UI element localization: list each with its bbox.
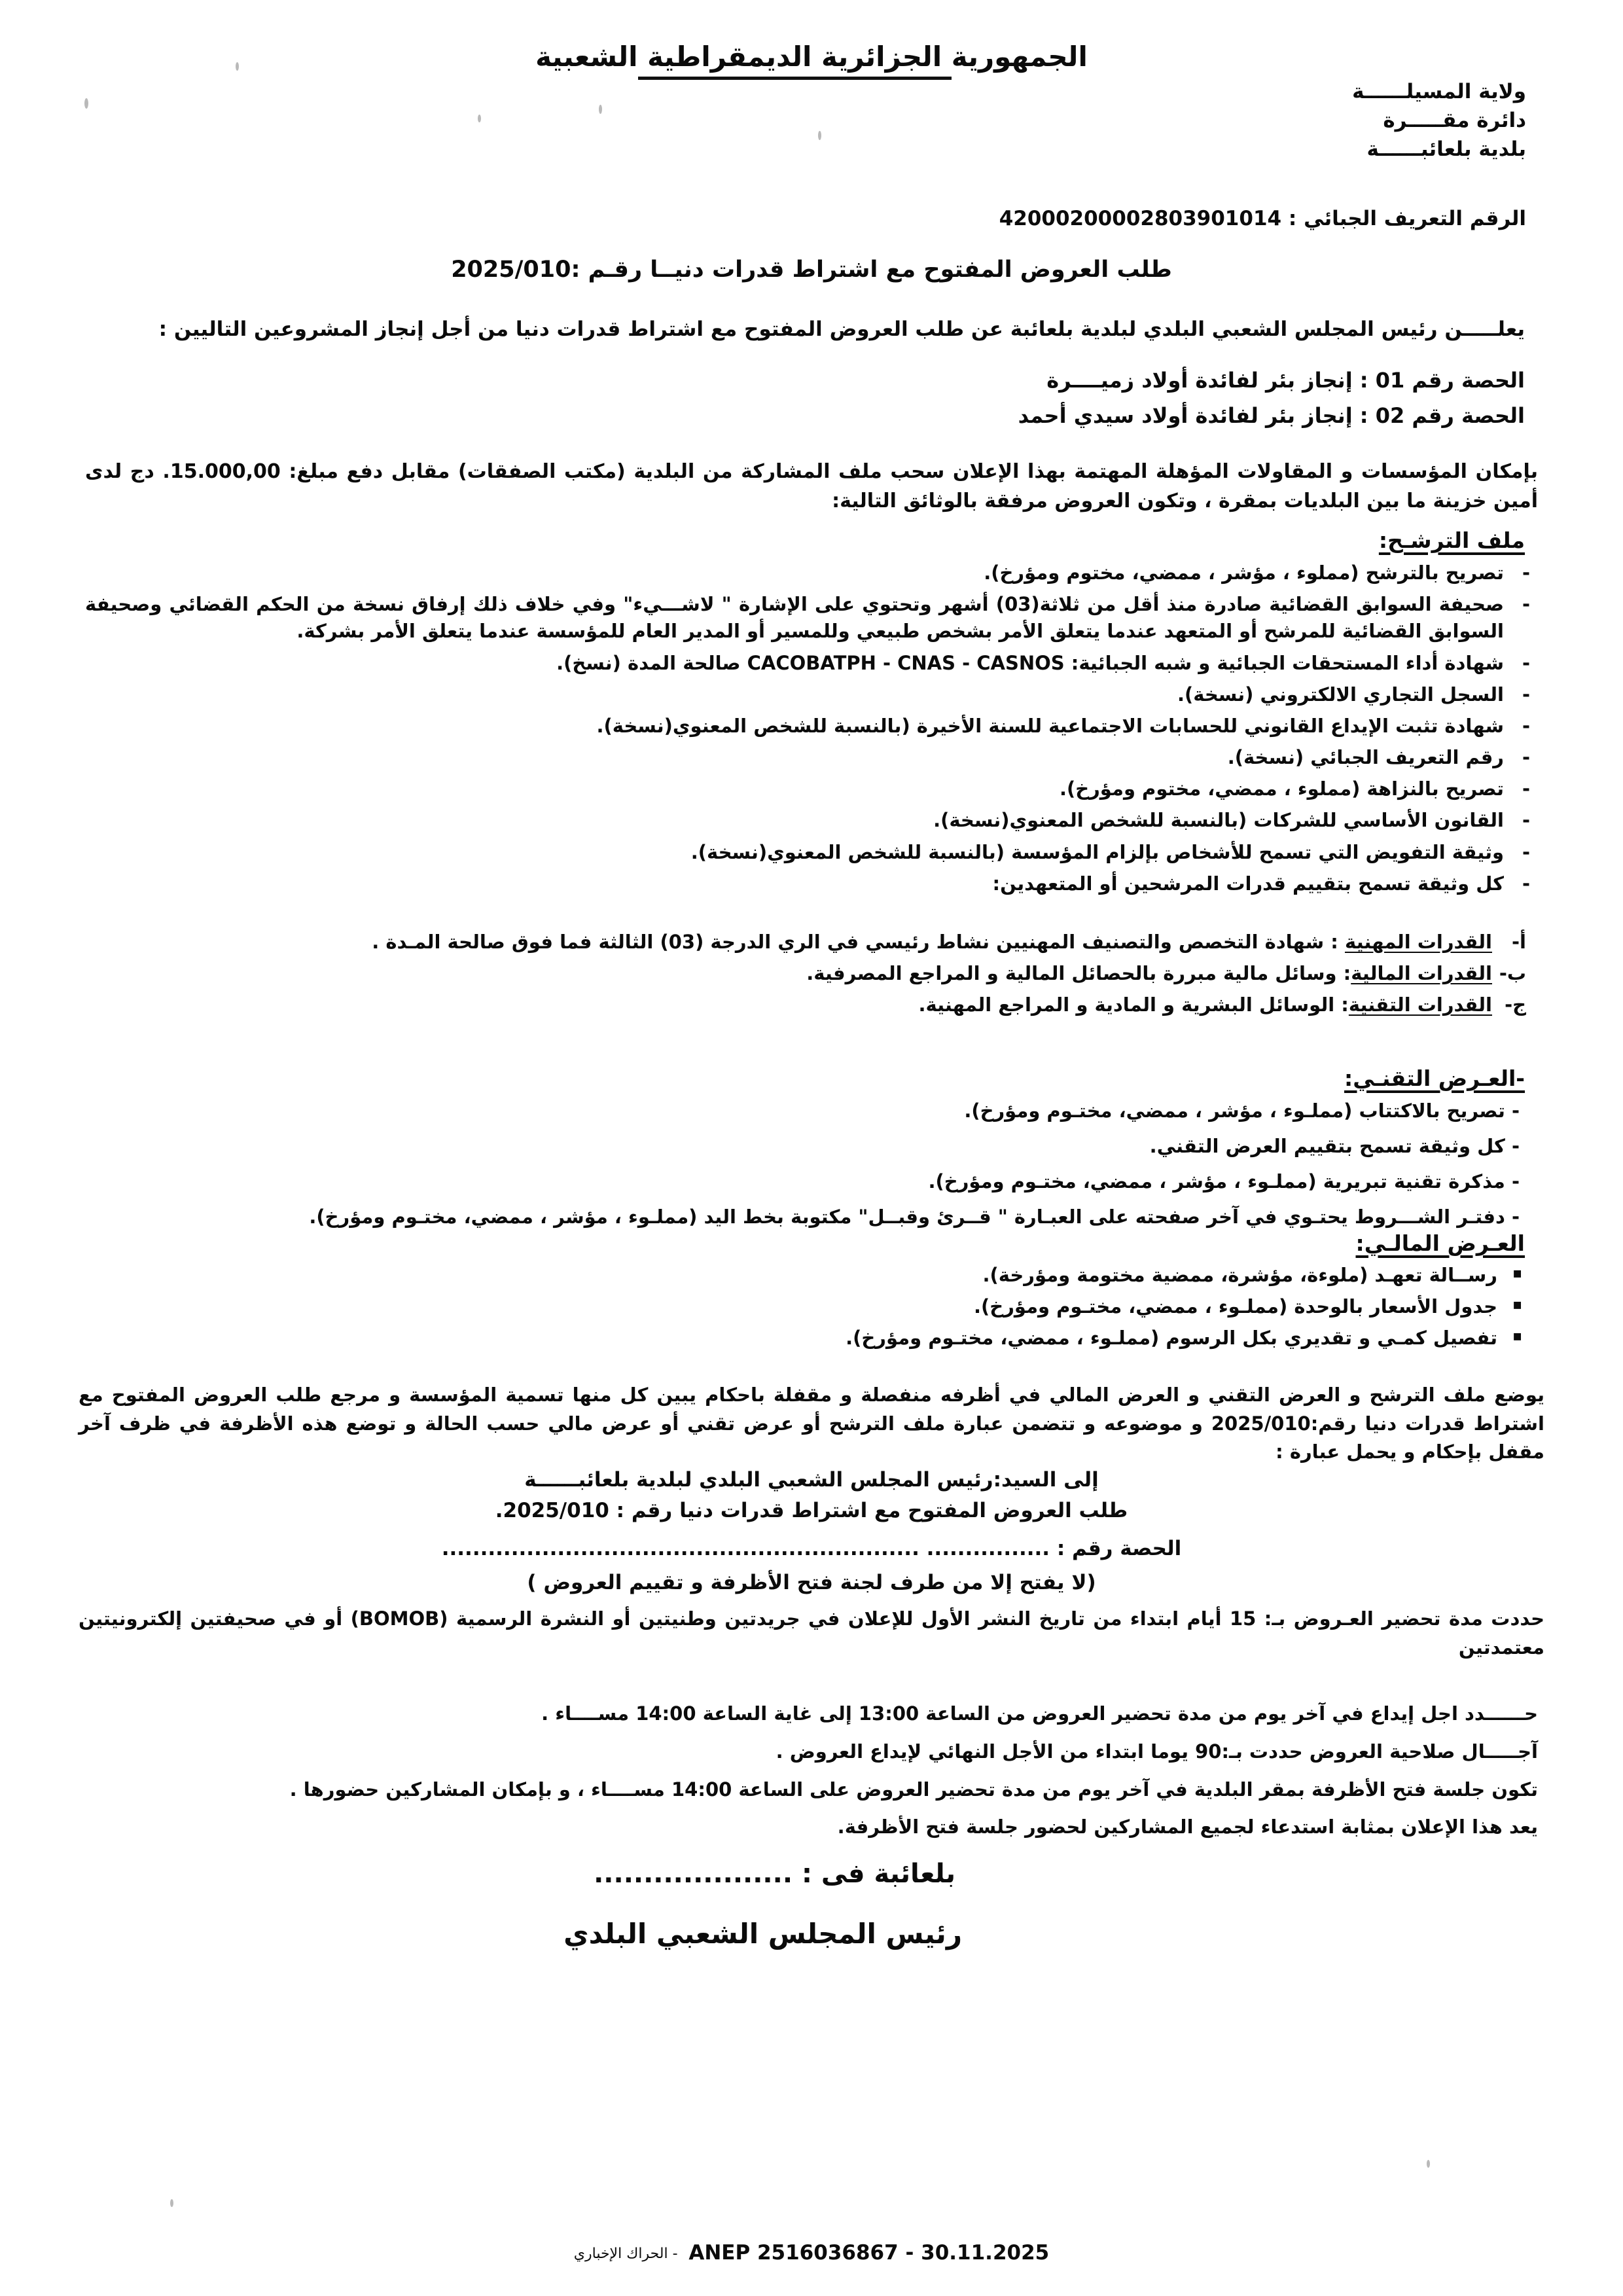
lot-text: إنجاز بئر لفائدة أولاد سيدي أحمد [1018,403,1353,428]
invitation-note-line: يعد هذا الإعلان بمثابة استدعاء لجميع المشاركين لحضور جلسة فتح الأظرفة. [837,1816,1538,1839]
tax-id-label: الرقم التعريف الجبائي : [1288,207,1526,230]
preparation-deadline-paragraph: حددت مدة تحضير العـروض بـ: 15 أيام ابتداء من تاريخ النشر الأول للإعلان في جريدتين وطنيتين أو النشرة الرسمية (BOMOB) أو في صحيفتين إلكترونيتين معتمدتين [79,1607,1544,1659]
dotted-fill: .............................................................. [441,1537,919,1560]
list-item: - تصريح بالترشح (مملوء ، مؤشر ، ممضي، مختوم ومؤرخ). [85,560,1544,586]
list-item: - كل وثيقة تسمح بتقييم العرض التقني. [1149,1135,1520,1158]
republic-heading [0,41,1623,79]
republic-title-start: الجمهورية [951,41,1088,73]
opening-session-line: تكون جلسة فتح الأظرفة بمقر البلدية في آخر يوم من مدة تحضير العروض على الساعة 14:00 مســــاء ، و بإمكان المشاركين حضورها . [289,1778,1538,1801]
scan-speck [478,115,481,122]
list-item: ▪ رســالة تعهـد (ملوءة، مؤشرة، ممضية مختومة ومؤرخة). [98,1262,1538,1289]
capability-marker: ج- [1505,994,1526,1016]
footer-source: - الحراك الإخباري [573,2246,678,2262]
wilaya-line: ولاية المسيلــــــة [1352,80,1526,103]
capability-marker: أ- [1512,931,1526,953]
list-item: - مذكرة تقنية تبريرية (مملـوء ، مؤشر ، ممضي، مختـوم ومؤرخ). [928,1170,1520,1193]
offer-validity-line: آجـــــال صلاحية العروض حددت بـ:90 يوما ابتداء من الأجل النهائي لإيداع العروض . [776,1740,1538,1763]
tax-id-value: 42000200002803901014 [999,207,1282,230]
lot-text: إنجاز بئر لفائدة أولاد زميــــرة [1046,368,1353,393]
envelope-instructions-paragraph: يوضع ملف الترشح و العرض التقني و العرض المالي في أظرفه منفصلة و مقفلة باحكام يبين كل منها تسمية المؤسسة و مرجع طلب العروض المفتوح مع اشتراط قدرات دنيا رقم:2025/010 و موضوعه و تتضمن عبارة ملف الترشح أو عرض تقني أو عرض مالي حسب الحالة و توضع هذه الأظرفة في ظرف آخر مقفل بإحكام و يحمل عبارة : [79,1384,1544,1463]
scan-speck [599,105,602,114]
lots-list [98,368,1525,439]
envelope-address-line-1: إلى السيد:رئيس المجلس الشعبي البلدي لبلدية بلعائبــــــة [524,1468,1099,1492]
tender-intro-paragraph: يعلـــــن رئيس المجلس الشعبي البلدي لبلدية بلعائبة عن طلب العروض المفتوح مع اشتراط قدرات دنيا من أجل إنجاز المشروعين التاليين : [158,317,1525,341]
technical-offer-list [98,1097,1525,1238]
envelope-lot-number-line [0,1537,1623,1560]
daira-line: دائرة مقـــــرة [1383,109,1526,133]
candidacy-file-heading: ملف الترشـح: [1378,528,1525,553]
list-item: - القانون الأساسي للشركات (بالنسبة للشخص المعنوي(نسخة). [85,807,1544,834]
list-item: - وثيقة التفويض التي تسمح للأشخاص بإلزام المؤسسة (بالنسبة للشخص المعنوي(نسخة). [85,839,1544,866]
scan-speck [818,131,821,140]
lot-label: الحصة رقم 01 : [1359,368,1525,393]
submission-deadline-line: حــــــدد اجل إيداع في آخر يوم من مدة تحضير العروض من الساعة 13:00 إلى غاية الساعة 14:00 مســــاء . [541,1702,1538,1725]
list-item: - رقم التعريف الجبائي (نسخة). [85,744,1544,771]
tax-identification-line [999,207,1526,230]
list-item: - شهادة تثبت الإيداع القانوني للحسابات الاجتماعية للسنة الأخيرة (بالنسبة للشخص المعنوي(نسخة). [85,713,1544,740]
list-item: - تصريح بالنزاهة (مملوء ، ممضي، مختوم ومؤرخ). [85,776,1544,802]
list-item: - السجل التجاري الالكتروني (نسخة). [85,681,1544,708]
list-item: ▪ تفصيل كمـي و تقديري بكل الرسوم (مملـوء ، ممضي، مختـوم ومؤرخ). [98,1325,1538,1352]
list-item: - صحيفة السوابق القضائية صادرة منذ أقل من ثلاثة(03) أشهر وتحتوي على الإشارة " لاشـــيء" وفي خلاف ذلك إرفاق نسخة من الحكم القضائي وصحيفة السوابق القضائية للمرشح أو المتعهد عندما يتعلق الأمر بشخص طبيعي وللمسير أو المدير العام للمؤسسة عندما يتعلق الأمر بشركة. [85,591,1544,645]
capability-marker: ب- [1499,962,1526,985]
capability-text: : شهادة التخصص والتصنيف المهنيين نشاط رئيسي في الري الدرجة (03) الثالثة فما فوق صالحة المـدة . [372,931,1345,953]
capabilities-list [92,928,1538,1022]
capability-text: : الوسائل البشرية و المادية و المراجع المهنية. [918,994,1349,1016]
capability-label: القدرات المالية [1351,962,1492,985]
capability-label: القدرات التقنية [1348,994,1492,1016]
signature-title: رئيس المجلس الشعبي البلدي [563,1918,962,1950]
financial-offer-heading: العـرض المالـي: [1355,1230,1525,1256]
no-open-notice: (لا يفتح إلا من طرف لجنة فتح الأظرفة و تقييم العروض ) [527,1571,1096,1594]
financial-offer-list [98,1262,1538,1357]
scan-speck [84,98,88,109]
capability-row-professional [92,928,1538,956]
lot-row [98,368,1525,393]
scan-speck [1427,2160,1430,2168]
candidacy-file-list [85,560,1544,902]
list-item: - شهادة أداء المستحقات الجبائية و شبه الجبائية: CACOBATPH - CNAS - CASNOS صالحة المدة (نسخ). [85,650,1544,677]
deadlines-block [92,1699,1538,1850]
lot-label: الحصة رقم 02 : [1359,403,1525,428]
capability-row-technical [92,991,1538,1018]
list-item: - دفتـر الشـــروط يحتـوي في آخر صفحته على العبـارة " قــرئ وقبــل" مكتوبة بخط اليد (مملـوء ، مؤشر ، ممضي، مختـوم ومؤرخ). [309,1206,1520,1229]
baladiya-line: بلدية بلعائبــــــة [1366,137,1526,162]
capability-text: : وسائل مالية مبررة بالحصائل المالية و المراجع المصرفية. [806,962,1351,985]
list-item: - تصريح بالاكتتاب (مملـوء ، مؤشر ، ممضي، مختـوم ومؤرخ). [964,1100,1520,1122]
footer-anep-reference: ANEP 2516036867 - 30.11.2025 [688,2241,1050,2265]
participation-fee-paragraph: بإمكان المؤسسات و المقاولات المؤهلة المهتمة بهذا الإعلان سحب ملف المشاركة من البلدية (مكتب الصفقات) مقابل دفع مبلغ: 15.000,00. دج لدى أمين خزينة ما بين البلديات بمقرة ، وتكون العروض مرفقة بالوثائق التالية: [85,460,1539,512]
signature-place-line: بلعائبة فى : .................... [594,1859,955,1889]
republic-title-underlined: الجزائرية الديمقراطية [638,41,952,80]
envelope-address-block [0,1465,1623,1526]
administrative-header [1352,77,1526,164]
list-item: ▪ جدول الأسعار بالوحدة (مملـوء ، ممضي، مختـوم ومؤرخ). [98,1293,1538,1320]
scan-speck [170,2199,173,2207]
capability-row-financial [92,960,1538,987]
list-item: - كل وثيقة تسمح بتقييم قدرات المرشحين أو المتعهدين: [85,870,1544,897]
republic-title-end: الشعبية [535,41,638,73]
tender-title: طلب العروض المفتوح مع اشتراط قدرات دنيــا رقـم :2025/010 [451,257,1172,283]
capability-label: القدرات المهنية [1344,931,1492,953]
anep-footer [0,2241,1623,2265]
envelope-lot-number-label: الحصة رقم : ................ [926,1537,1182,1560]
technical-offer-heading: -العـرض التقنـي: [1344,1066,1525,1091]
lot-row [98,403,1525,428]
envelope-address-line-2: طلب العروض المفتوح مع اشتراط قدرات دنيا رقم : 2025/010. [495,1498,1128,1522]
